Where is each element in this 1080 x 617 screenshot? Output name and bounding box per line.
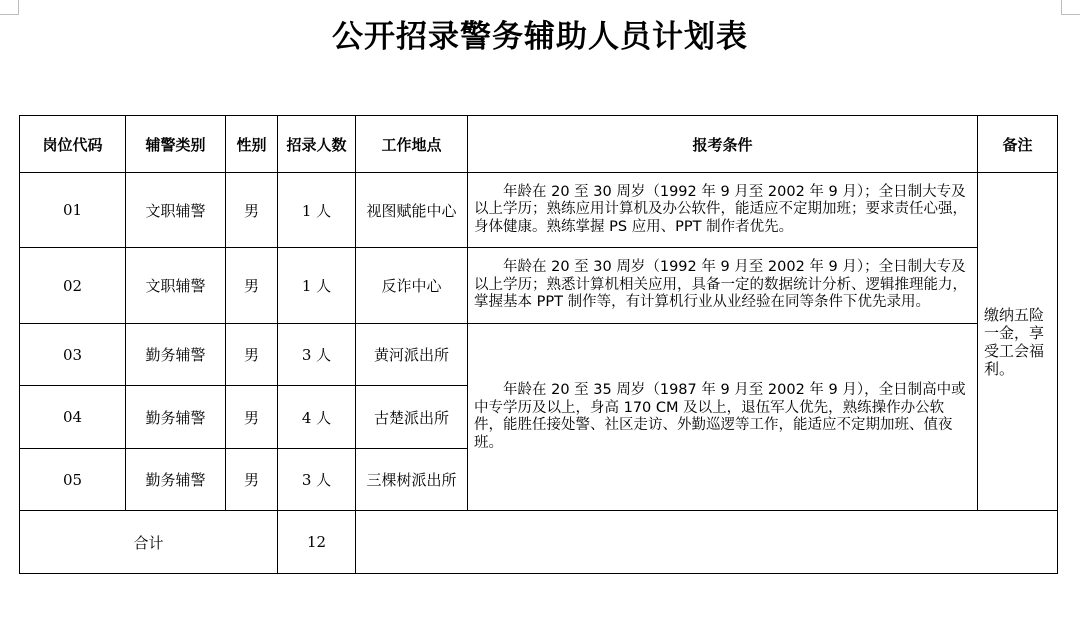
header-remark: 备注	[978, 116, 1058, 173]
cell-location: 反诈中心	[356, 248, 468, 324]
cell-gender: 男	[226, 248, 278, 324]
cell-total-blank	[356, 511, 1058, 574]
header-gender: 性别	[226, 116, 278, 173]
cell-count: 1 人	[278, 173, 356, 248]
header-location: 工作地点	[356, 116, 468, 173]
document-title: 公开招录警务辅助人员计划表	[332, 19, 748, 55]
cell-gender: 男	[226, 173, 278, 248]
cell-gender: 男	[226, 324, 278, 386]
cell-category: 勤务辅警	[126, 449, 226, 511]
cell-conditions-1: 年龄在 20 至 30 周岁（1992 年 9 月至 2002 年 9 月）；全日制大专及以上学历；熟练应用计算机及办公软件，能适应不定期加班；要求责任心强，身体健康。熟练掌握 PS 应用、PPT 制作者优先。	[468, 173, 978, 248]
cell-category: 勤务辅警	[126, 386, 226, 449]
table-row	[20, 173, 1058, 248]
cell-category: 文职辅警	[126, 248, 226, 324]
cell-count: 4 人	[278, 386, 356, 449]
cell-location: 三棵树派出所	[356, 449, 468, 511]
cell-location: 古楚派出所	[356, 386, 468, 449]
table-total-row	[20, 511, 1058, 574]
cell-conditions-3: 年龄在 20 至 35 周岁（1987 年 9 月至 2002 年 9 月），全日制高中或中专学历及以上，身高 170 CM 及以上，退伍军人优先，熟练操作办公软件，能胜任接处警、社区走访、外勤巡逻等工作，能适应不定期加班、值夜班。	[468, 324, 978, 511]
cell-conditions-2: 年龄在 20 至 30 周岁（1992 年 9 月至 2002 年 9 月）；全日制大专及以上学历；熟悉计算机相关应用，具备一定的数据统计分析、逻辑推理能力，掌握基本 PPT 制作等，有计算机行业从业经验在同等条件下优先录用。	[468, 248, 978, 324]
cell-total-label: 合计	[20, 511, 278, 574]
cell-location: 视图赋能中心	[356, 173, 468, 248]
cell-code: 02	[20, 248, 126, 324]
table-row	[20, 324, 1058, 386]
header-conditions: 报考条件	[468, 116, 978, 173]
page-corner-mark-left	[0, 0, 19, 15]
cell-location: 黄河派出所	[356, 324, 468, 386]
cell-category: 勤务辅警	[126, 324, 226, 386]
table-header-row	[20, 116, 1058, 173]
cell-count: 3 人	[278, 324, 356, 386]
header-position-code: 岗位代码	[20, 116, 126, 173]
cell-count: 1 人	[278, 248, 356, 324]
cell-total-value: 12	[278, 511, 356, 574]
header-category: 辅警类别	[126, 116, 226, 173]
cell-remark: 缴纳五险一金，享受工会福利。	[978, 173, 1058, 511]
cell-code: 05	[20, 449, 126, 511]
page-corner-mark-right	[1061, 0, 1080, 15]
cell-gender: 男	[226, 386, 278, 449]
cell-code: 04	[20, 386, 126, 449]
cell-code: 03	[20, 324, 126, 386]
cell-gender: 男	[226, 449, 278, 511]
recruitment-plan-table	[19, 115, 1058, 574]
cell-code: 01	[20, 173, 126, 248]
table-row	[20, 248, 1058, 324]
cell-count: 3 人	[278, 449, 356, 511]
cell-category: 文职辅警	[126, 173, 226, 248]
header-count: 招录人数	[278, 116, 356, 173]
